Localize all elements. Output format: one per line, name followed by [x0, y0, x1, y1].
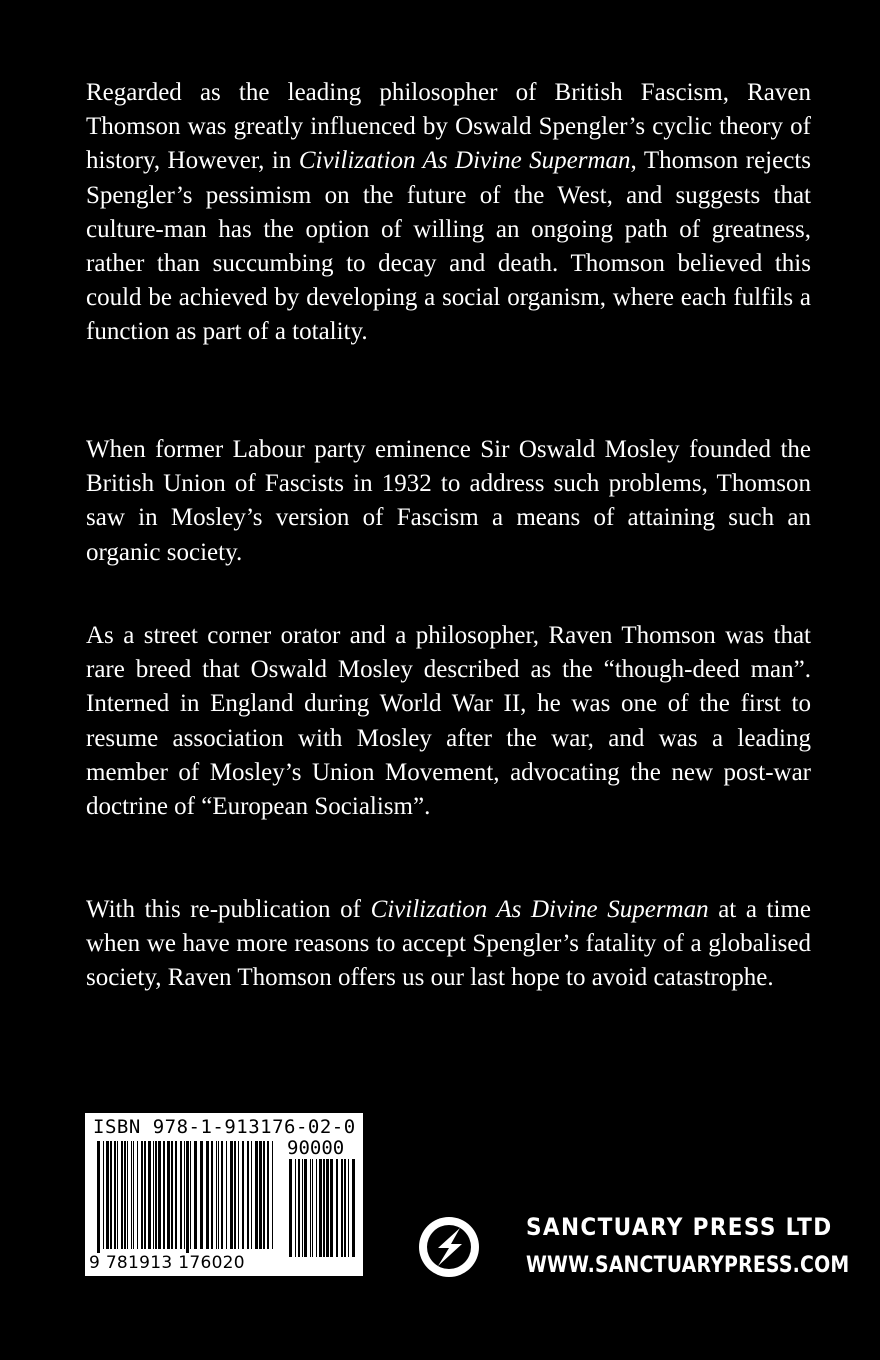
blurb-paragraph-4 [86, 893, 811, 996]
blurb-paragraph-2: When former Labour party eminence Sir Oswald Mosley founded the British Union of Fascists in 1932 to address such problems, Thomson saw in Mosley’s version of Fascism a means of attaining such an organic society. [86, 436, 811, 566]
ean-digits: 9 781913 176020 [89, 1253, 245, 1273]
book-title-italic: Civilization As Divine Superman [298, 147, 631, 175]
ean-barcode-bars [97, 1141, 277, 1257]
flash-and-circle-icon [416, 1214, 482, 1280]
blurb-paragraph-1 [86, 76, 811, 350]
blurb-paragraph-4-text-b: at a time when we have more reasons to accept Spengler’s fatality of a globalised society, Raven Thomson offers us our last hope to avoid catastrophe. [86, 896, 811, 992]
addon-barcode-bars [289, 1159, 355, 1257]
blurb-paragraph-1-text-a: Regarded as the leading philosopher of British Fascism, Raven Thomson was greatly influenced by Oswald Spengler’s cyclic theory of history, However, in [86, 79, 811, 175]
isbn-barcode [85, 1113, 363, 1276]
book-title-italic-2: Civilization As Divine Superman [370, 896, 709, 923]
blurb-paragraph-3: As a street corner orator and a philosopher, Raven Thomson was that rare breed that Oswald Mosley described as the “though-deed man”. Interned in England during World War II, he was one of the first to resume association with Mosley after the war, and was a leading member of Mosley’s Union Movement, advocating the new post-war doctrine of “European Socialism”. [86, 622, 811, 821]
isbn-label: ISBN 978-1-913176-02-0 [93, 1116, 356, 1138]
publisher-block [526, 1213, 880, 1278]
blurb-paragraph-1-text-b: , Thomson rejects Spengler’s pessimism on the future of the West, and suggests that culture-man has the option of willing an ongoing path of greatness, rather than succumbing to decay and death. Thomson believed this could be achieved by developing a social organism, where each fulfils a function as part of a totality. [86, 147, 811, 346]
blurb-paragraph-4-text-a: With this re-publication of [86, 896, 371, 923]
publisher-url: WWW.SANCTUARYPRESS.COM [526, 1253, 850, 1278]
publisher-name: SANCTUARY PRESS LTD [526, 1213, 833, 1241]
price-code: 90000 [287, 1137, 345, 1159]
